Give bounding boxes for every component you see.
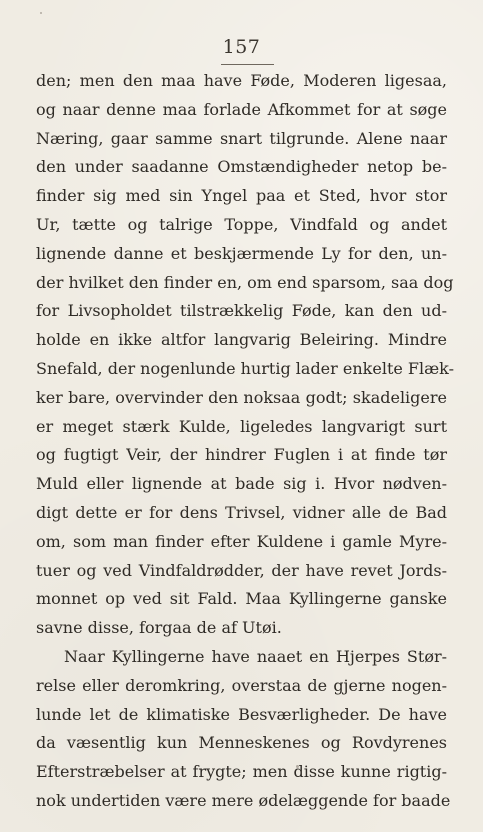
text-line: holde en ikke altfor langvarig Beleiring. Mindre <box>36 330 447 350</box>
text-line: da væsentlig kun Menneskenes og Rovdyrenes <box>36 733 447 753</box>
text-line: Ur, tætte og talrige Toppe, Vindfald og andet <box>36 214 447 234</box>
text-line: og naar denne maa forlade Afkommet for at søge <box>36 99 447 119</box>
page-number-rule <box>221 64 274 65</box>
text-line: den under saadanne Omstændigheder netop be- <box>36 157 447 177</box>
text-line: Efterstræbelser at frygte; men disse kunne rigtig- <box>36 762 447 782</box>
text-line: om, som man finder efter Kuldene i gamle Myre- <box>36 531 447 551</box>
text-line: lunde let de klimatiske Besværligheder. De have <box>36 704 447 724</box>
text-line: og fugtigt Veir, der hindrer Fuglen i at finde tør <box>36 445 447 465</box>
text-line: monnet op ved sit Fald. Maa Kyllingerne ganske <box>36 589 447 609</box>
text-line: Snefald, der nogenlunde hurtig lader enkelte Flæk- <box>36 358 454 378</box>
text-line: savne disse, forgaa de af Utøi. <box>36 618 282 638</box>
page-number: 157 <box>222 36 261 58</box>
text-line: Muld eller lignende at bade sig i. Hvor nødven- <box>36 474 447 494</box>
text-line: den; men den maa have Føde, Moderen ligesaa, <box>36 71 447 90</box>
text-line: nok undertiden være mere ødelæggende for baade <box>36 790 451 810</box>
text-line: digt dette er for dens Trivsel, vidner alle de Bad <box>36 502 447 522</box>
text-line: er meget stærk Kulde, ligeledes langvarigt surt <box>36 416 447 436</box>
text-line: finder sig med sin Yngel paa et Sted, hvor stor <box>36 186 447 206</box>
body-text <box>36 67 454 816</box>
text-line: Næring, gaar samme snart tilgrunde. Alene naar <box>36 128 447 148</box>
text-line: tuer og ved Vindfaldrødder, der have revet Jords- <box>36 560 447 580</box>
text-line: relse eller deromkring, overstaa de gjerne nogen- <box>36 675 447 695</box>
paper-speck <box>296 765 299 768</box>
paper-speck <box>40 12 42 14</box>
text-line: for Livsopholdet tilstrækkelig Føde, kan den ud- <box>36 301 447 321</box>
text-line: lignende danne et beskjærmende Ly for den, un- <box>36 243 447 263</box>
text-line: der hvilket den finder en, om end sparsom, saa dog <box>36 272 454 292</box>
text-line: ker bare, overvinder den noksaa godt; skadeligere <box>36 387 447 407</box>
text-line: Naar Kyllingerne have naaet en Hjerpes Stør- <box>64 646 447 666</box>
